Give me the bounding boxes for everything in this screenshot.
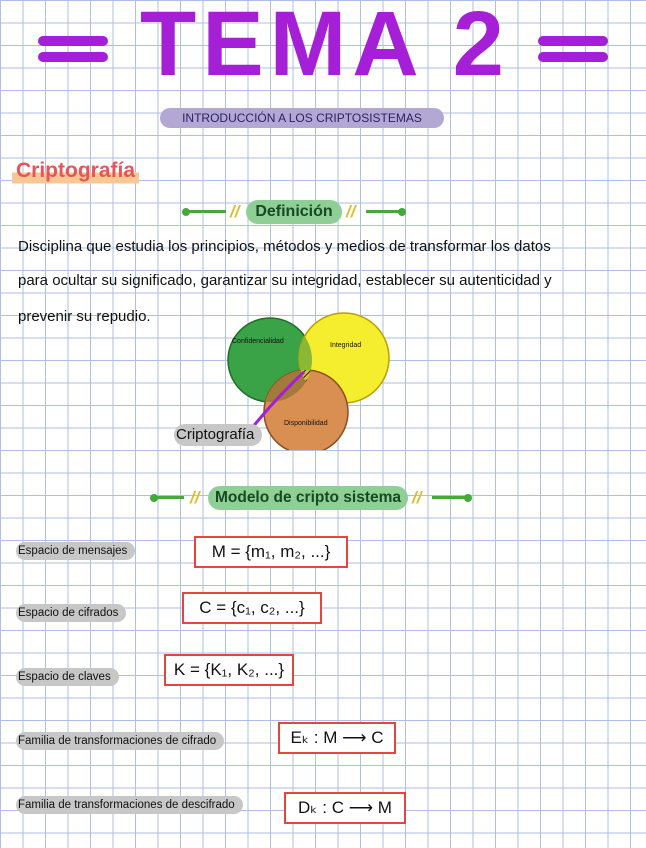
- venn-circle-disponibilidad: [264, 370, 348, 450]
- model-row-formula: K = {K₁, K₂, ...}: [164, 654, 294, 686]
- page-subtitle: INTRODUCCIÓN A LOS CRIPTOSISTEMAS: [160, 108, 444, 128]
- model-row-formula: Eₖ : M ⟶ C: [278, 722, 396, 754]
- divider-line: [186, 210, 226, 213]
- divider-slash: //: [412, 488, 422, 507]
- venn-label-integridad: Integridad: [330, 342, 362, 349]
- model-row-label: Familia de transformaciones de descifrado: [16, 796, 243, 814]
- model-row-formula: C = {c₁, c₂, ...}: [182, 592, 322, 624]
- title-decoration-right: [538, 52, 608, 62]
- venn-pointer-label: Criptografía: [174, 424, 262, 446]
- divider-line: [432, 496, 466, 499]
- page-title: TEMA 2: [140, 0, 510, 95]
- divider-dot: [398, 208, 406, 216]
- divider-slash: //: [230, 202, 240, 221]
- title-decoration-left: [38, 52, 108, 62]
- definition-line: Disciplina que estudia los principios, métodos y medios de transformar los datos: [18, 238, 551, 255]
- divider-slash: //: [346, 202, 356, 221]
- model-row-formula: Dₖ : C ⟶ M: [284, 792, 406, 824]
- model-row-label: Espacio de cifrados: [16, 604, 126, 622]
- divider-dot: [464, 494, 472, 502]
- title-decoration-right: [538, 36, 608, 46]
- definition-line: para ocultar su significado, garantizar su integridad, establecer su autenticidad y: [18, 272, 552, 289]
- divider-slash: //: [190, 488, 200, 507]
- model-row-label: Espacio de mensajes: [16, 542, 135, 560]
- model-heading: Modelo de cripto sistema: [208, 486, 408, 510]
- model-row-formula: M = {m₁, m₂, ...}: [194, 536, 348, 568]
- model-row-label: Espacio de claves: [16, 668, 119, 686]
- section-title: Criptografía: [12, 156, 139, 186]
- model-row-label: Familia de transformaciones de cifrado: [16, 732, 224, 750]
- divider-line: [366, 210, 400, 213]
- venn-label-confidencialidad: Confidencialidad: [232, 338, 284, 345]
- definition-heading: Definición: [246, 200, 342, 224]
- divider-line: [154, 496, 184, 499]
- venn-label-disponibilidad: Disponibilidad: [284, 420, 328, 427]
- title-decoration-left: [38, 36, 108, 46]
- definition-line: prevenir su repudio.: [18, 308, 151, 325]
